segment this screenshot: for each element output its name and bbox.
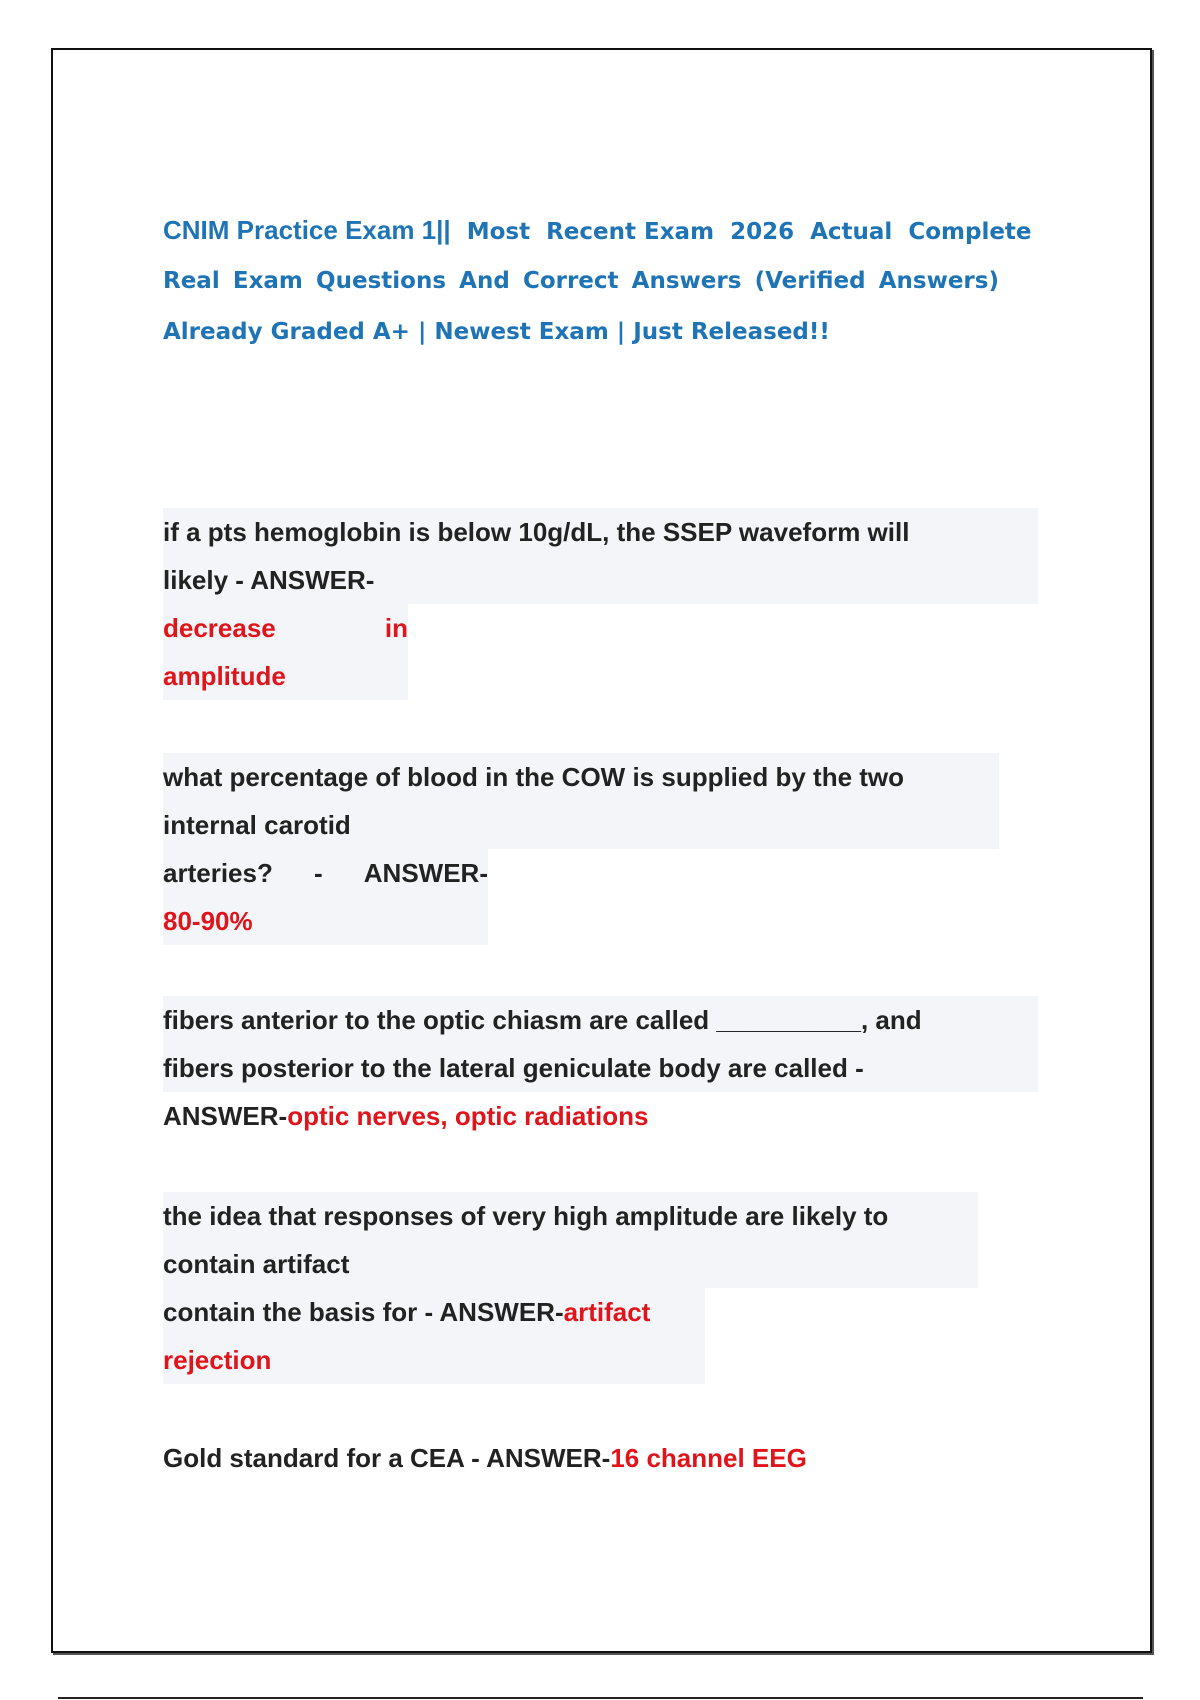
- question-line: contain the basis for - ANSWER-: [163, 1297, 564, 1327]
- footer-rule: [58, 1697, 1143, 1699]
- answer-text: 16 channel EEG: [610, 1443, 807, 1473]
- answer-text: [163, 604, 408, 652]
- question-text: Gold standard for a CEA - ANSWER-: [163, 1443, 611, 1473]
- answer-word: in: [384, 613, 408, 643]
- question-text: [163, 508, 1038, 556]
- document-title: [163, 210, 1032, 363]
- title-word: Real: [163, 268, 220, 294]
- answer-text: 80-90%: [163, 906, 253, 936]
- qa-item-2: [163, 753, 999, 945]
- question-text: internal carotid: [163, 810, 351, 840]
- title-word: And: [459, 268, 510, 294]
- title-line-2: [163, 261, 999, 312]
- title-word: Answers: [631, 268, 742, 294]
- question-word: arteries?: [163, 858, 273, 888]
- question-text: contain artifact: [163, 1249, 350, 1279]
- title-word: Questions: [316, 268, 447, 294]
- question-text: fibers posterior to the lateral geniculate body are called -: [163, 1053, 864, 1083]
- title-line-3: Already Graded A+ | Newest Exam | Just Released!!: [163, 319, 830, 345]
- title-word: 2026: [730, 219, 795, 245]
- title-word: (Verified: [754, 268, 866, 294]
- answer-text: amplitude: [163, 661, 286, 691]
- question-text: [163, 1288, 705, 1336]
- title-word: Exam: [232, 268, 303, 294]
- title-lead: CNIM Practice Exam 1||: [163, 215, 451, 245]
- question-word: ANSWER-: [363, 858, 488, 888]
- question-word: -: [313, 858, 323, 888]
- title-line-1: [163, 210, 1032, 261]
- title-word: Answers): [878, 268, 999, 294]
- title-word: Actual: [810, 219, 893, 245]
- answer-word: decrease: [163, 613, 276, 643]
- title-word: Correct: [522, 268, 619, 294]
- question-line: [163, 1434, 807, 1482]
- qa-item-5: [163, 1434, 807, 1482]
- answer-prefix: ANSWER-: [163, 1101, 288, 1131]
- question-text: fibers anterior to the optic chiasm are called __________, and: [163, 1005, 922, 1035]
- title-word: Recent Exam: [546, 219, 715, 245]
- qa-item-4: [163, 1192, 978, 1384]
- answer-text: rejection: [163, 1345, 272, 1375]
- question-text: the idea that responses of very high amplitude are likely to: [163, 1201, 889, 1231]
- title-word: Complete: [908, 219, 1032, 245]
- title-word: Most: [466, 219, 531, 245]
- question-text: likely - ANSWER-: [163, 565, 375, 595]
- answer-text: optic nerves, optic radiations: [287, 1101, 649, 1131]
- qa-item-1: [163, 508, 1038, 700]
- question-text: what percentage of blood in the COW is supplied by the two: [163, 762, 905, 792]
- question-text: [163, 849, 488, 897]
- answer-line: [163, 1092, 1038, 1140]
- question-line: if a pts hemoglobin is below 10g/dL, the SSEP waveform will: [163, 517, 910, 547]
- qa-item-3: [163, 996, 1038, 1140]
- answer-text: artifact: [563, 1297, 651, 1327]
